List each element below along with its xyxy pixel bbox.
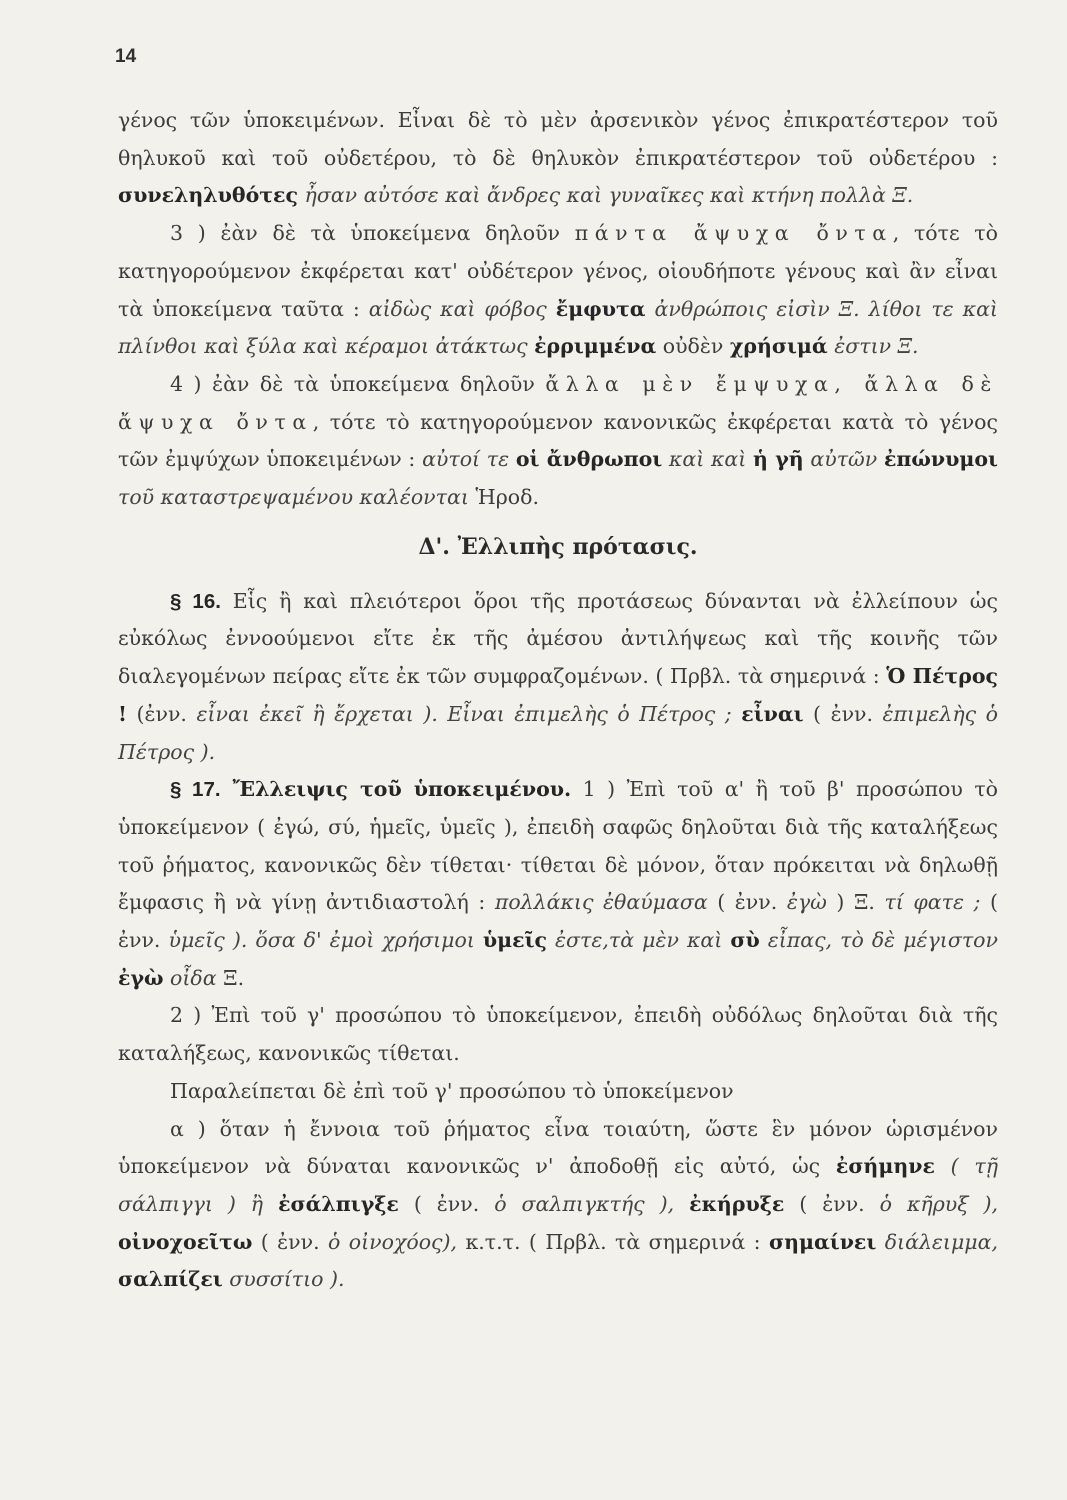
section-title: Ἔλλειψις τοῦ ὑποκειμένου. <box>220 777 572 802</box>
paragraph-section-16: § 16. Εἷς ἢ καὶ πλειότεροι ὅροι τῆς προτάσεως δύνανται νὰ ἐλλείπουν ὡς εὐκόλως ἐννοούμενοι εἴτε ἐκ τῆς ἀμέσου ἀντιλήψεως καὶ τῆς κοινῆς τῶν διαλεγομένων πείρας εἴτε ἐκ τῶν συμφραζομένων. ( Πρβλ. τὰ σημερινά : Ὁ Πέτρος ! (ἐνν. εἶναι ἐκεῖ ἢ ἔρχεται ). Εἶναι ἐπιμελὴς ὁ Πέτρος ; εἶναι ( ἐνν. ἐπιμελὴς ὁ Πέτρος ). <box>118 588 998 764</box>
page-body <box>118 102 998 1299</box>
paragraph-case-a: α ) ὅταν ἡ ἔννοια τοῦ ῥήματος εἶνα τοιαύτη, ὥστε ἓν μόνον ὡρισμένον ὑποκείμενον νὰ δύναται κανονικῶς ν' ἀποδοθῇ εἰς αὐτό, ὡς ἐσήμηνε ( τῇ σάλπιγγι ) ἢ ἐσάλπιγξε ( ἐνν. ὁ σαλπιγκτής ), ἐκήρυξε ( ἐνν. ὁ κῆρυξ ), οἰνοχοεῖτω ( ἐνν. ὁ οἰνοχόος), κ.τ.τ. ( Πρβλ. τὰ σημερινά : σημαίνει διάλειμμα, σαλπίζει συσσίτιο ). <box>118 1116 998 1292</box>
page-number: 14 <box>115 46 137 67</box>
paragraph-continuation: γένος τῶν ὑποκειμένων. Εἶναι δὲ τὸ μὲν ἀρσενικὸν γένος ἐπικρατέστερον τοῦ θηλυκοῦ καὶ τοῦ οὐδετέρου, τὸ δὲ θηλυκὸν ἐπικρατέστερον τοῦ οὐδετέρου : συνεληλυθότες ἦσαν αὐτόσε καὶ ἄνδρες καὶ γυναῖκες καὶ κτήνη πολλὰ Ξ. <box>118 108 998 208</box>
section-number: § 16. <box>170 589 221 613</box>
section-number: § 17. <box>170 778 221 802</box>
section-heading: Δ'. Ἐλλιπὴς πρότασις. <box>418 533 698 560</box>
paragraph-omission: Παραλείπεται δὲ ἐπὶ τοῦ γ' προσώπου τὸ ὑποκείμενον <box>170 1078 734 1103</box>
paragraph-third-person: 2 ) Ἐπὶ τοῦ γ' προσώπου τὸ ὑποκείμενον, ἐπειδὴ οὐδόλως δηλοῦται διὰ τῆς καταλήξεως, κανονικῶς τίθεται. <box>118 1003 998 1066</box>
paragraph-rule-3: 3 ) ἐὰν δὲ τὰ ὑποκείμενα δηλοῦν πάντα ἄψυχα ὄντα, τότε τὸ κατηγορούμενον ἐκφέρεται κατ' οὐδέτερον γένος, οἱουδήποτε γένους καὶ ἂν εἶναι τὰ ὑποκείμενα ταῦτα : αἰδὼς καὶ φόβος ἔμφυτα ἀνθρώποις εἰσὶν Ξ. λίθοι τε καὶ πλίνθοι καὶ ξύλα καὶ κέραμοι ἀτάκτως ἐρριμμένα οὐδὲν χρήσιμά ἐστιν Ξ. <box>118 221 998 359</box>
paragraph-section-17: § 17. Ἔλλειψις τοῦ ὑποκειμένου. 1 ) Ἐπὶ τοῦ α' ἢ τοῦ β' προσώπου τὸ ὑποκείμενον ( ἐγώ, σύ, ἡμεῖς, ὑμεῖς ), ἐπειδὴ σαφῶς δηλοῦται διὰ τῆς καταλήξεως τοῦ ῥήματος, κανονικῶς δὲν τίθεται· τίθεται δὲ μόνον, ὅταν πρόκειται νὰ δηλωθῇ ἔμφασις ἢ νὰ γίνῃ ἀντιδιαστολή : πολλάκις ἐθαύμασα ( ἐνν. ἐγὼ ) Ξ. τί φατε ; ( ἐνν. ὑμεῖς ). ὅσα δ' ἐμοὶ χρήσιμοι ὑμεῖς ἐστε,τὰ μὲν καὶ σὺ εἶπας, τὸ δὲ μέγιστον ἐγὼ οἶδα Ξ. <box>118 777 999 990</box>
paragraph-rule-4: 4 ) ἐὰν δὲ τὰ ὑποκείμενα δηλοῦν ἄλλα μὲν ἔμψυχα, ἄλλα δὲ ἄψυχα ὄντα, τότε τὸ κατηγορούμενον κανονικῶς ἐκφέρεται κατὰ τὸ γένος τῶν ἐμψύχων ὑποκειμένων : αὐτοί τε οἱ ἄνθρωποι καὶ καὶ ἡ γῆ αὐτῶν ἐπώνυμοι τοῦ καταστρεψαμένου καλέονται Ἡροδ. <box>118 371 998 510</box>
